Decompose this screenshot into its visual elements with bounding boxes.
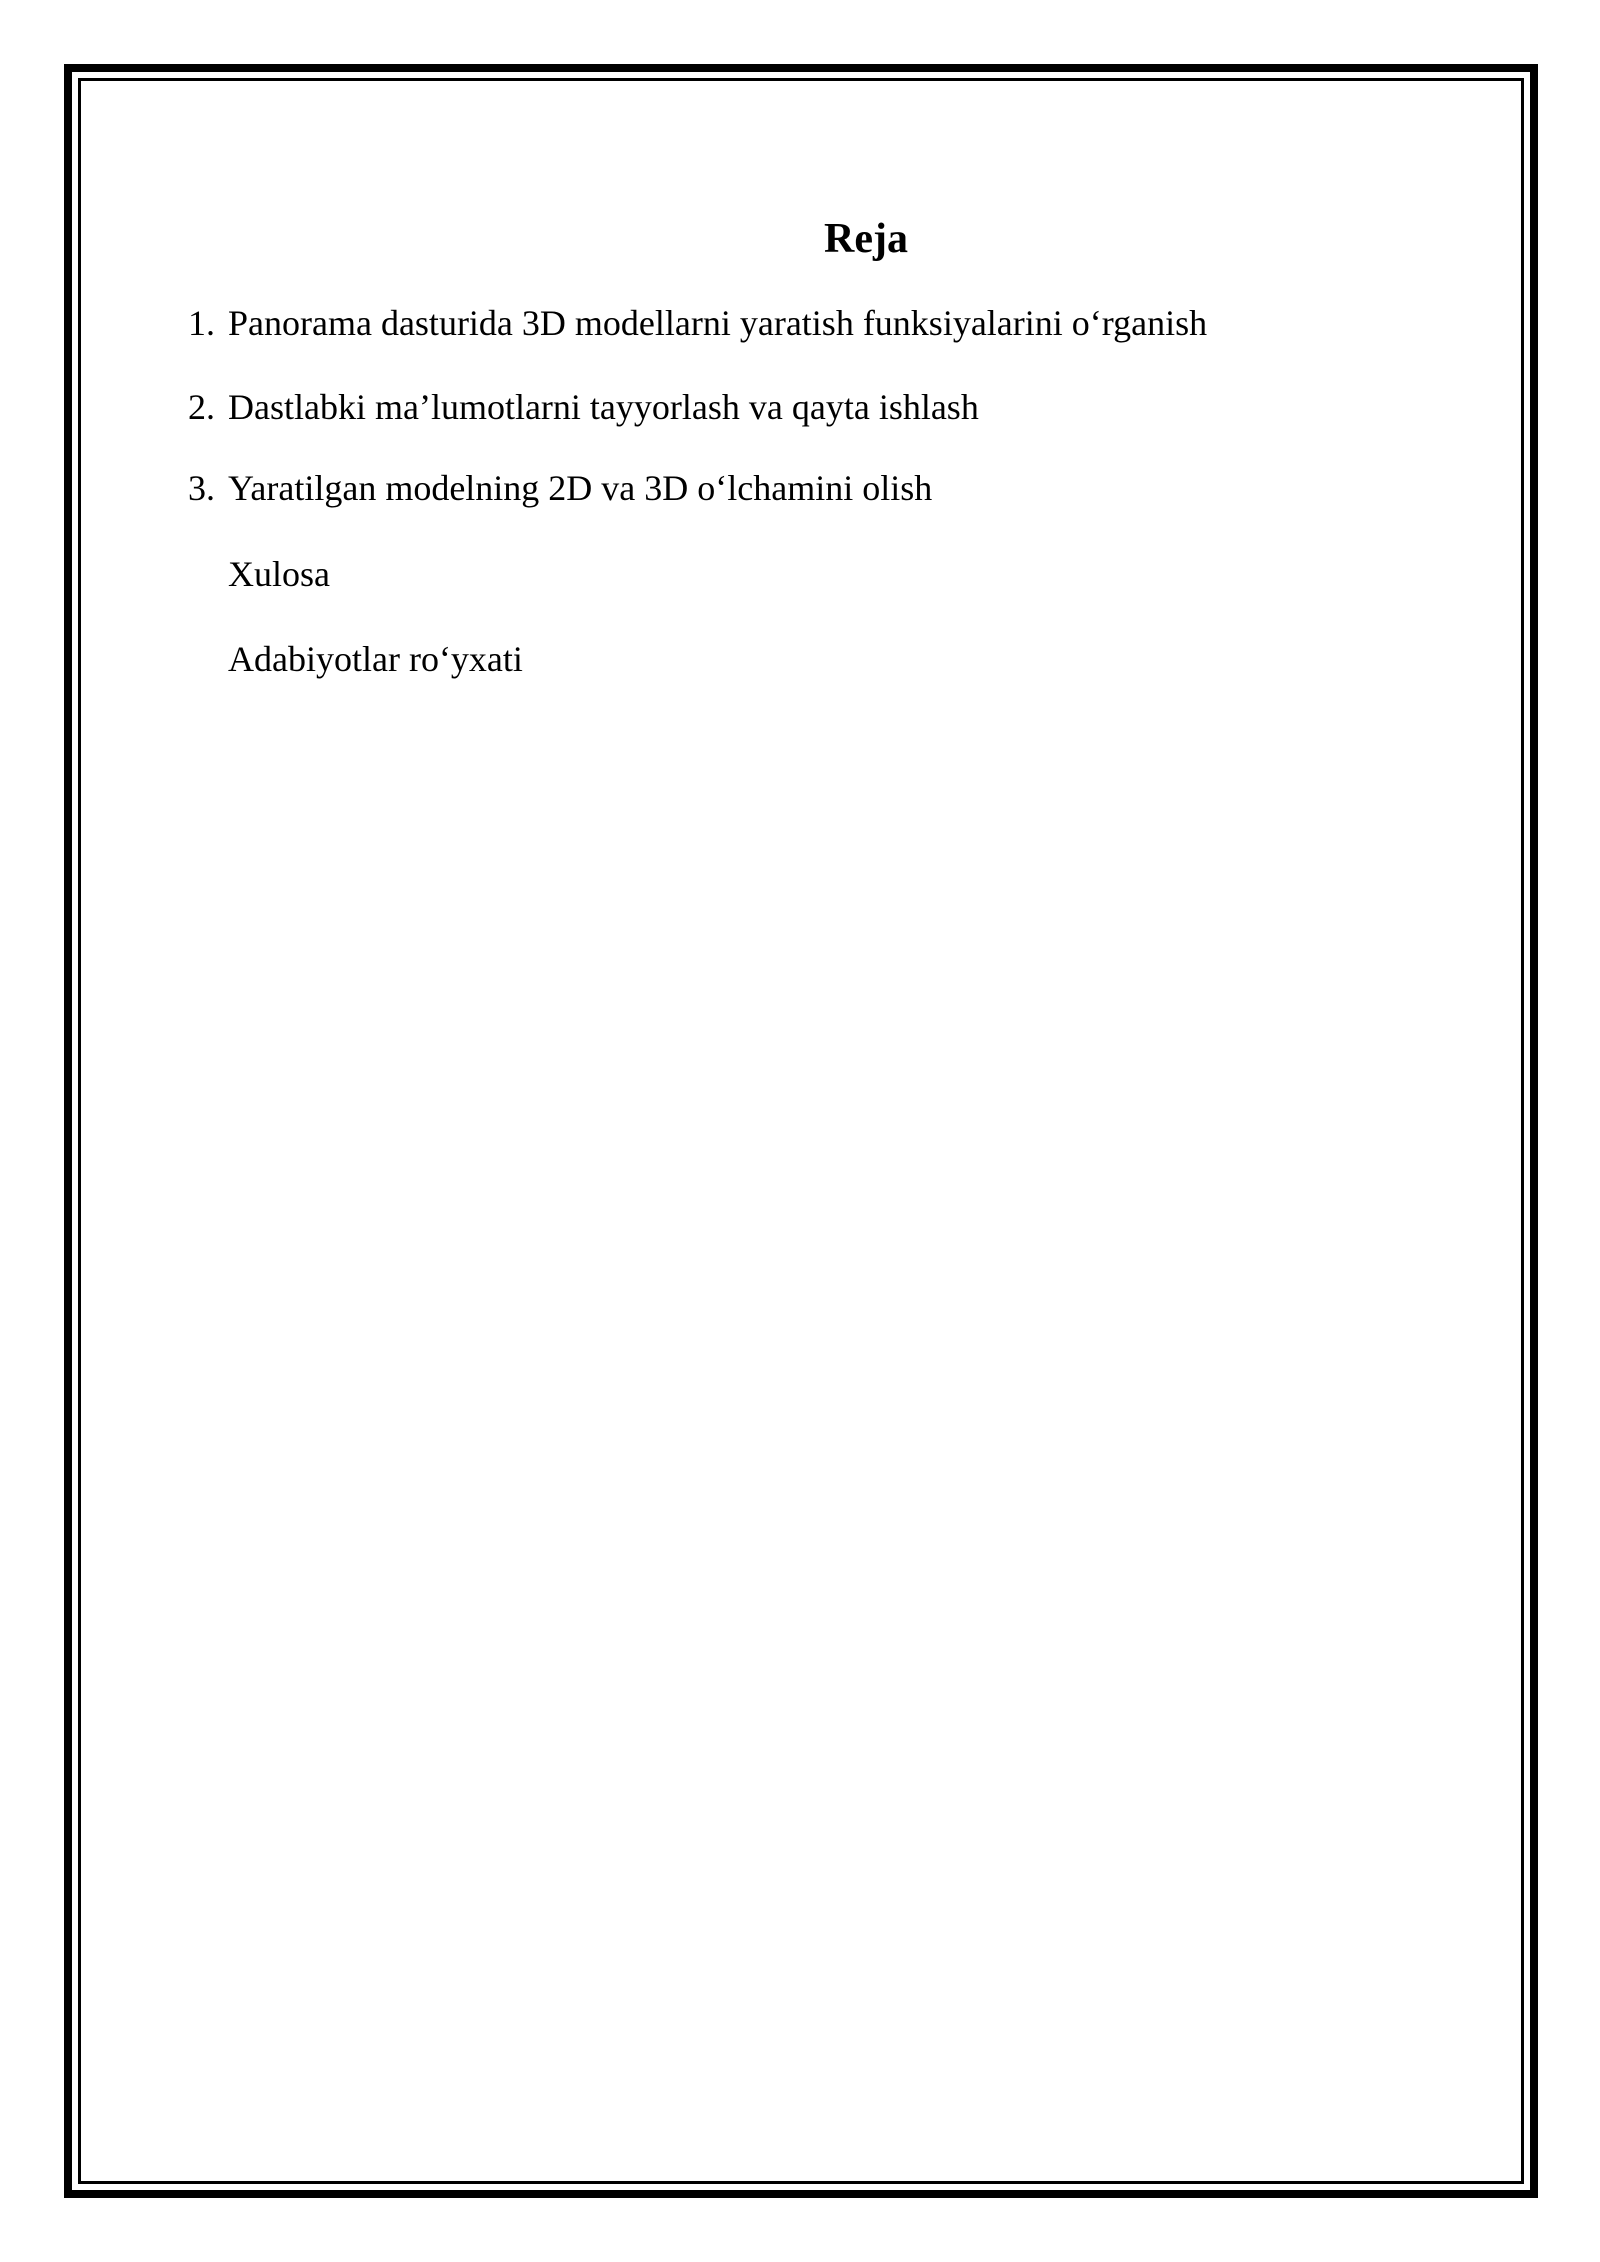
plan-item-text: Yaratilgan modelning 2D va 3D o‘lchamini olish: [228, 468, 933, 508]
plan-item-number: 2.: [188, 387, 215, 427]
plan-item-text: Panorama dasturida 3D modellarni yaratish funksiyalarini o‘rganish: [228, 303, 1208, 343]
plan-item-number: 1.: [188, 303, 215, 343]
plan-item-2: [188, 389, 979, 425]
references-item: Adabiyotlar ro‘yxati: [228, 639, 523, 679]
plan-item-1: [188, 305, 1207, 341]
plan-item-text: Dastlabki ma’lumotlarni tayyorlash va qayta ishlash: [228, 387, 979, 427]
conclusion-item: Xulosa: [228, 554, 330, 594]
plan-item-number: 3.: [188, 468, 215, 508]
page-title: Reja: [824, 216, 908, 262]
plan-item-3: [188, 470, 932, 506]
